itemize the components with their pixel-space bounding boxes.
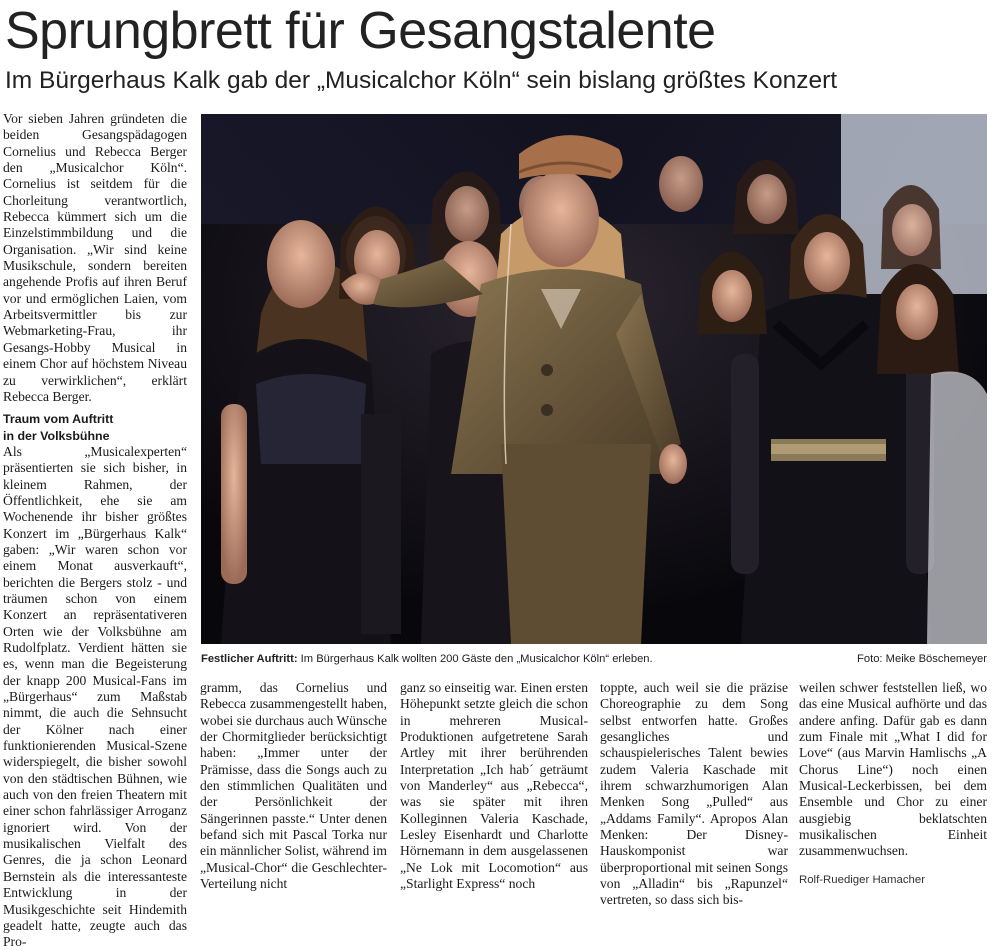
body-paragraph: ganz so einseitig war. Einen ersten Höhepunkt setzte gleich die schon in mehreren Musical-Produktionen aufgetretene Sarah Artley mit ihrer berührenden Interpretation „Ich hab´ geträumt von Manderley“ aus „Rebecca“, was sie später mit ihren Kolleginnen Valeria Kaschade, Lesley Eisenhardt und Charlotte Hörnemann in dem ausgelassenen „Ne Lok mit Locomotion“ aus „Starlight Express“ noch bbox=[400, 680, 588, 892]
section-heading-line-1: Traum vom Auftritt bbox=[3, 412, 114, 427]
text-column-3 bbox=[400, 680, 588, 892]
text-column-1 bbox=[3, 111, 187, 951]
section-heading-line-2: in der Volksbühne bbox=[3, 428, 110, 443]
text-column-2 bbox=[200, 680, 387, 892]
caption-label: Festlicher Auftritt: bbox=[201, 653, 298, 665]
body-paragraph: gramm, das Cornelius und Rebecca zusammengestellt haben, wobei sie durchaus auch Wünsche der Chormitglieder berücksichtigt haben: „Immer unter der Prämisse, dass die Songs auch zu den stimmlichen Qualitäten und der Persönlichkeit der Sängerinnen passte.“ Unter denen befand sich mit Pascal Torka nur ein männlicher Solist, während im „Musical-Chor“ die Geschlechter-Verteilung nicht bbox=[200, 680, 387, 892]
body-paragraph: Als „Musicalexperten“ präsentierten sie sich bisher, in kleinem Rahmen, der Öffentlichkeit, ehe sie am Wochenende ihr bisher größtes Konzert im „Bürgerhaus Kalk“ gaben: „Wir waren schon vor einem Monat ausverkauft“, berichten die Bergers stolz - und träumen schon von einem Konzert an repräsentativeren Orten wie der Volksbühne am Rudolfplatz. Verdient hätten sie es, wenn man die Begeisterung der knapp 200 Musical-Fans im „Bürgerhaus“ zum Maßstab nimmt, die auch die Sehnsucht der Kölner nach einer funktionierenden Musical-Szene widerspiegelt, die bisher sowohl von den städtischen Bühnen, wie auch von den freien Theatern mit einer schon fahrlässiger Arroganz ignoriert wird. Von der musikalischen Vielfalt des Genres, die ja schon Leonard Bernstein als die interessanteste Entwicklung in der Musikgeschichte seit Hindemith geadelt hatte, zeugte auch das Pro- bbox=[3, 443, 187, 950]
intro-paragraph: Vor sieben Jahren gründeten die beiden Gesangspädagogen Cornelius und Rebecca Berger den „Musicalchor Köln“. Cornelius ist seitdem für die Chorleitung verantwortlich, Rebecca kümmert sich um die Einzelstimmbildung und die Organisation. „Wir sind keine Musikschule, sondern bereiten angehende Profis auf ihren Beruf vor und ermöglichen Laien, vom Arbeitsvermittler bis zur Webmarketing-Frau, ihr Gesangs-Hobby Musical in einem Chor auf höchstem Niveau zu verwirklichen“, erklärt Rebecca Berger. bbox=[3, 111, 187, 404]
text-column-4 bbox=[600, 680, 788, 909]
concert-photo bbox=[201, 114, 987, 644]
photo-caption bbox=[201, 650, 987, 668]
photo-credit: Foto: Meike Böschemeyer bbox=[857, 653, 987, 665]
caption-text: Im Bürgerhaus Kalk wollten 200 Gäste den „Musicalchor Köln“ erleben. bbox=[297, 653, 653, 665]
article-headline: Sprungbrett für Gesangstalente bbox=[5, 2, 716, 60]
body-paragraph: toppte, auch weil sie die präzise Choreographie zu dem Song selbst entworfen hatte. Großes gesangliches und schauspielerisches Talent bewies zudem Valeria Kaschade mit ihrem schwarzhumorigen Alan Menken Song „Pulled“ aus „Addams Family“. Apropos Alan Menken: Der Disney-Hauskomponist war überproportional mit seinen Songs von „Alladin“ bis „Rapunzel“ vertreten, so dass sich bis- bbox=[600, 680, 788, 908]
concert-photo-illustration bbox=[201, 114, 987, 644]
article-subheadline: Im Bürgerhaus Kalk gab der „Musicalchor Köln“ sein bislang größtes Konzert bbox=[5, 67, 838, 94]
body-paragraph: weilen schwer feststellen ließ, wo das eine Musical aufhörte und das andere anfing. Dafür gab es dann zum Finale mit „What I did for Love“ (aus Marvin Hamlischs „A Chorus Line“) noch einen Musical-Leckerbissen, bei dem Ensemble und Chor zu einer ausgiebig beklatschten musikalischen Einheit zusammenwuchsen. bbox=[799, 680, 987, 859]
section-heading bbox=[3, 411, 187, 444]
text-column-5 bbox=[799, 680, 987, 860]
article-author: Rolf-Ruediger Hamacher bbox=[799, 874, 925, 886]
